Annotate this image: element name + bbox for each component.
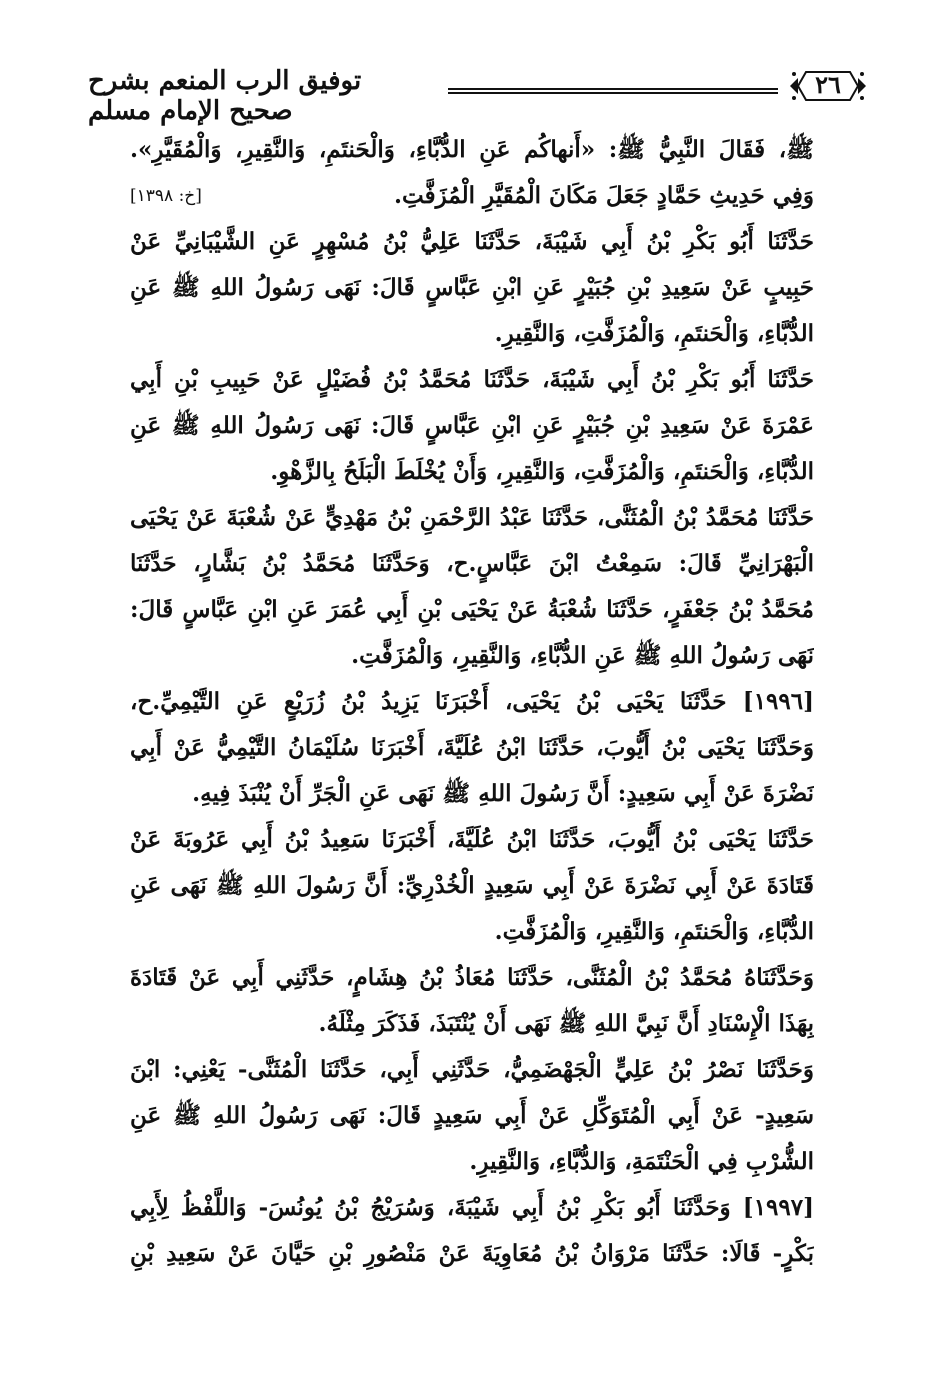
text-line: الدُّبَّاءِ، وَالْحَنتَمِ، وَالْمُزَفَّتِ، وَالنَّقِيرِ. <box>494 320 814 347</box>
book-title: توفيق الرب المنعم بشرح صحيح الإمام مسلم <box>88 66 362 126</box>
text-line: عَمْرَةَ عَنْ سَعِيدِ بْنِ جُبَيْرٍ عَنِ ابْنِ عَبَّاسٍ قَالَ: نَهَى رَسُولُ اللهِ ﷺ عَنِ <box>130 412 814 439</box>
text-line: الدُّبَّاءِ، وَالْحَنتَمِ، وَالنَّقِيرِ، وَالْمُزَفَّتِ. <box>494 918 814 945</box>
text-line: وَحَدَّثَنَاهُ مُحَمَّدُ بْنُ الْمُثَنَّى، حَدَّثَنَا مُعَاذُ بْنُ هِشَامٍ، حَدَّثَنِي أَبِي عَنْ قَتَادَةَ <box>130 964 814 991</box>
text-line: [١٩٩٧] وَحَدَّثَنَا أَبُو بَكْرِ بْنُ أَبِي شَيْبَةَ، وَسُرَيْجُ بْنُ يُونُسَ- وَاللَّفْظُ لِأَبِي <box>130 1194 814 1221</box>
text-line: حَدَّثَنَا أَبُو بَكْرِ بْنُ أَبِي شَيْبَةَ، حَدَّثَنَا عَلِيُّ بْنُ مُسْهِرٍ عَنِ الشَّيْبَانِيِّ عَنْ <box>130 228 814 255</box>
text-line: نَهَى رَسُولُ اللهِ ﷺ عَنِ الدُّبَّاءِ، وَالنَّقِيرِ، وَالْمُزَفَّتِ. <box>351 642 814 669</box>
header-rule <box>448 88 778 94</box>
text-line: ﷺ، فَقَالَ النَّبِيُّ ﷺ: «أَنهاكُم عَنِ الدُّبَّاءِ، وَالْحَنتَمِ، وَالنَّقِيرِ، وَالْمُقَيَّرِ». <box>130 136 814 163</box>
text-line: الشُّرْبِ فِي الْحَنْتَمَةِ، وَالدُّبَّاءِ، وَالنَّقِيرِ. <box>469 1148 814 1175</box>
line-text: وَفِي حَدِيثِ حَمَّادٍ جَعَلَ مَكَانَ الْمُقَيَّرِ الْمُزَفَّتِ. <box>394 182 814 209</box>
cross-reference: [خ: ١٣٩٨] <box>130 186 202 206</box>
page-number-ornament <box>788 64 868 108</box>
text-line: سَعِيدٍ- عَنْ أَبِي الْمُتَوَكِّلِ عَنْ أَبِي سَعِيدٍ قَالَ: نَهَى رَسُولُ اللهِ ﷺ عَنِ <box>130 1102 814 1129</box>
text-line: [١٩٩٦] حَدَّثَنَا يَحْيَى بْنُ يَحْيَى، أَخْبَرَنَا يَزِيدُ بْنُ زُرَيْعٍ عَنِ التَّيْمِيِّ.ح، <box>130 688 814 715</box>
text-line: الدُّبَّاءِ، وَالْحَنتَمِ، وَالْمُزَفَّتِ، وَالنَّقِيرِ، وَأَنْ يُخْلَطَ الْبَلَحُ بِالزَّهْوِ. <box>270 458 814 485</box>
text-line: قَتَادَةَ عَنْ أَبِي نَضْرَةَ عَنْ أَبِي سَعِيدٍ الْخُدْرِيِّ: أَنَّ رَسُولَ اللهِ ﷺ نَهَى عَنِ <box>130 872 814 899</box>
text-line: حَبِيبٍ عَنْ سَعِيدِ بْنِ جُبَيْرٍ عَنِ ابْنِ عَبَّاسٍ قَالَ: نَهَى رَسُولُ اللهِ ﷺ عَنِ <box>130 274 814 301</box>
text-line: بَكْرٍ- قَالَا: حَدَّثَنَا مَرْوَانُ بْنُ مُعَاوِيَةَ عَنْ مَنْصُورِ بْنِ حَيَّانَ عَنْ سَعِيدِ بْنِ <box>130 1240 814 1267</box>
page-number: ٢٦ <box>815 70 841 99</box>
text-line <box>130 174 814 218</box>
text-line: وَحَدَّثَنَا يَحْيَى بْنُ أَيُّوبَ، حَدَّثَنَا ابْنُ عُلَيَّةَ، أَخْبَرَنَا سُلَيْمَانُ التَّيْمِيُّ عَنْ أَبِي <box>130 734 814 761</box>
text-line: وَحَدَّثَنَا نَصْرُ بْنُ عَلِيٍّ الْجَهْضَمِيُّ، حَدَّثَنِي أَبِي، حَدَّثَنَا الْمُثَنَّى- يَعْنِي: ابْنَ <box>130 1056 814 1083</box>
page-body <box>130 128 814 1308</box>
text-line: بِهَذَا الْإِسْنَادِ أَنَّ نَبِيَّ اللهِ ﷺ نَهَى أَنْ يُنْتَبَذَ، فَذَكَرَ مِثْلَهُ. <box>318 1010 814 1037</box>
text-line: مُحَمَّدُ بْنُ جَعْفَرٍ، حَدَّثَنَا شُعْبَةُ عَنْ يَحْيَى بْنِ أَبِي عُمَرَ عَنِ ابْنِ عَبَّاسٍ قَالَ: <box>130 596 814 623</box>
text-line: نَضْرَةَ عَنْ أَبِي سَعِيدٍ: أَنَّ رَسُولَ اللهِ ﷺ نَهَى عَنِ الْجَرِّ أَنْ يُنْبَذَ فِيهِ. <box>192 780 814 807</box>
text-line: حَدَّثَنَا أَبُو بَكْرِ بْنُ أَبِي شَيْبَةَ، حَدَّثَنَا مُحَمَّدُ بْنُ فُضَيْلٍ عَنْ حَبِيبِ بْنِ أَبِي <box>130 366 814 393</box>
text-line: الْبَهْرَانِيِّ قَالَ: سَمِعْتُ ابْنَ عَبَّاسٍ.ح، وَحَدَّثَنَا مُحَمَّدُ بْنُ بَشَّارٍ، حَدَّثَنَا <box>130 550 814 577</box>
text-line: حَدَّثَنَا مُحَمَّدُ بْنُ الْمُثَنَّى، حَدَّثَنَا عَبْدُ الرَّحْمَنِ بْنُ مَهْدِيٍّ عَنْ شُعْبَةَ عَنْ يَحْيَى <box>130 504 814 531</box>
text-line: حَدَّثَنَا يَحْيَى بْنُ أَيُّوبَ، حَدَّثَنَا ابْنُ عُلَيَّةَ، أَخْبَرَنَا سَعِيدُ بْنُ أَبِي عَرُوبَةَ عَنْ <box>130 826 814 853</box>
page-header <box>88 62 868 126</box>
